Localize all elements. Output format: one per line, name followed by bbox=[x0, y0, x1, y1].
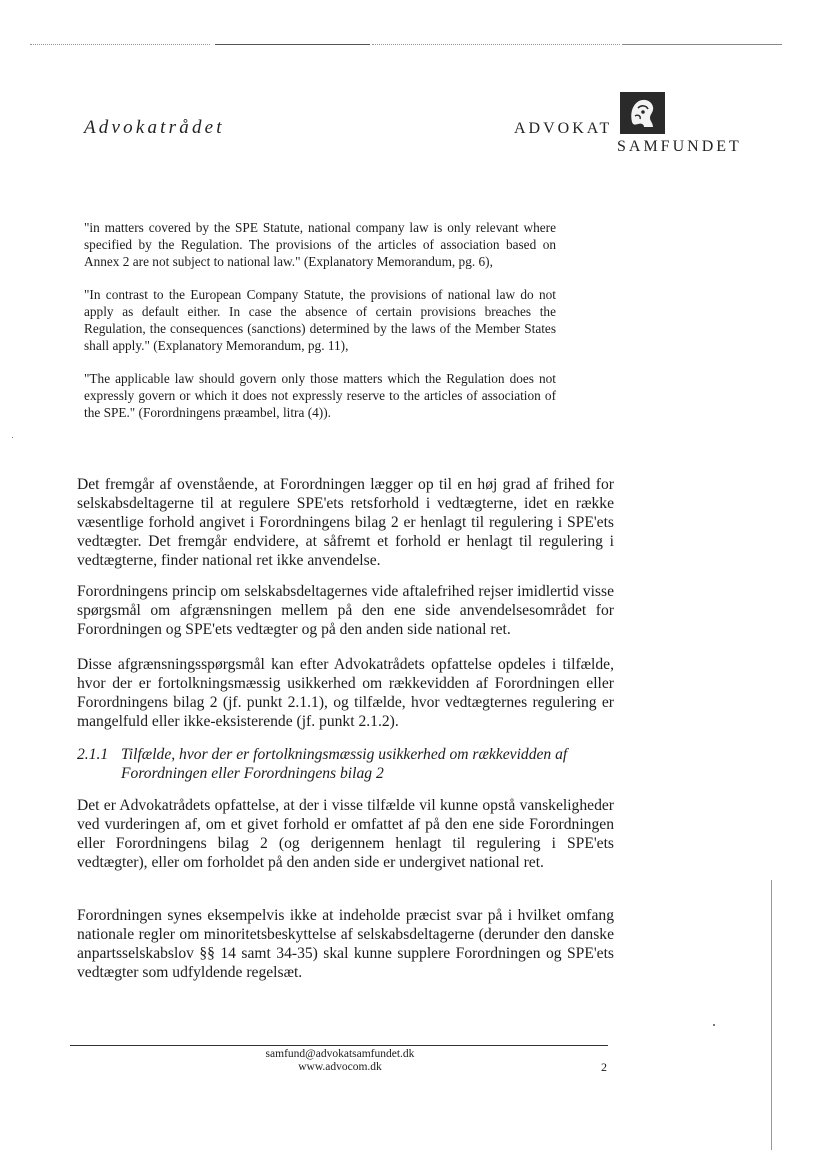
scan-edge-line bbox=[215, 44, 370, 45]
quotes-block bbox=[84, 219, 556, 437]
scan-edge-line bbox=[622, 44, 782, 45]
footer-rule bbox=[70, 1045, 608, 1046]
advokatraadet-heading: Advokatrådet bbox=[84, 117, 225, 138]
advokatsamfundet-logo-icon bbox=[620, 92, 665, 134]
scan-edge-line bbox=[30, 44, 210, 45]
section-number: 2.1.1 bbox=[77, 746, 109, 763]
page-number: 2 bbox=[601, 1060, 607, 1074]
body-paragraph: Forordningens princip om selskabsdeltagernes vide aftalefrihed rejser imidlertid visse spørgsmål om afgrænsningen mellem på den ene side anvendelsesområdet for Forordningen og SPE'ets vedtægter og på den anden side national ret. bbox=[77, 583, 614, 638]
brand-advokat-text: ADVOKAT bbox=[514, 120, 613, 137]
scan-edge-line bbox=[771, 880, 772, 1150]
footer-email: samfund@advokatsamfundet.dk bbox=[265, 1048, 415, 1060]
footer-website: www.advocom.dk bbox=[298, 1061, 382, 1073]
scan-speck bbox=[12, 437, 13, 438]
scan-speck bbox=[713, 1024, 715, 1026]
quote-paragraph: "The applicable law should govern only those matters which the Regulation does not expressly govern or which it does not expressly reserve to the articles of association of the SPE." (Forordningens præambel, litra (4)). bbox=[84, 371, 556, 420]
body-paragraph: Disse afgrænsningsspørgsmål kan efter Advokatrådets opfattelse opdeles i tilfælde, hvor der er fortolkningsmæssig usikkerhed om rækkevidden af Forordningen eller Forordningens bilag 2 (jf. punkt 2.1.1), og tilfælde, hvor vedtægternes regulering er mangelfuld eller ikke-eksisterende (jf. punkt 2.1.2). bbox=[77, 656, 614, 730]
brand-samfundet-text: SAMFUNDET bbox=[617, 138, 742, 155]
section-heading bbox=[77, 745, 617, 783]
quote-paragraph: "in matters covered by the SPE Statute, national company law is only relevant where specified by the Regulation. The provisions of the articles of association based on Annex 2 are not subject to national law." (Explanatory Memorandum, pg. 6), bbox=[84, 220, 556, 269]
section-title-line: Tilfælde, hvor der er fortolkningsmæssig usikkerhed om rækkevidden af bbox=[121, 746, 568, 763]
body-paragraph: Det fremgår af ovenstående, at Forordningen lægger op til en høj grad af frihed for selskabsdeltagerne til at regulere SPE'ets retsforhold i vedtægterne, idet en række væsentlige forhold angivet i Forordningens bilag 2 er henlagt til regulering i SPE'ets vedtægter. Det fremgår endvidere, at såfremt et forhold er henlagt til regulering i vedtægterne, finder national ret ikke anvendelse. bbox=[77, 476, 614, 569]
scan-edge-line bbox=[372, 44, 620, 45]
quote-paragraph: "In contrast to the European Company Statute, the provisions of national law do not apply as default either. In case the absence of certain provisions breaches the Regulation, the consequences (sanctions) determined by the laws of the Member States shall apply." (Explanatory Memorandum, pg. 11), bbox=[84, 287, 556, 353]
body-paragraph: Det er Advokatrådets opfattelse, at der i visse tilfælde vil kunne opstå vanskeligheder ved vurderingen af, om et givet forhold er omfattet af på den ene side Forordningen eller Forordningens bilag 2 (og derigennem henlagt til regulering i SPE'ets vedtægter), eller om forholdet på den anden side er undergivet national ret. bbox=[77, 797, 614, 871]
section-title-line: Forordningen eller Forordningens bilag 2 bbox=[121, 765, 384, 782]
body-paragraph: Forordningen synes eksempelvis ikke at indeholde præcist svar på i hvilket omfang nationale regler om minoritetsbeskyttelse af selskabsdeltagerne (derunder den danske anpartsselskabslov §§ 14 samt 34-35) skal kunne supplere Forordningen og SPE'ets vedtægter som udfyldende regelsæt. bbox=[77, 907, 614, 981]
